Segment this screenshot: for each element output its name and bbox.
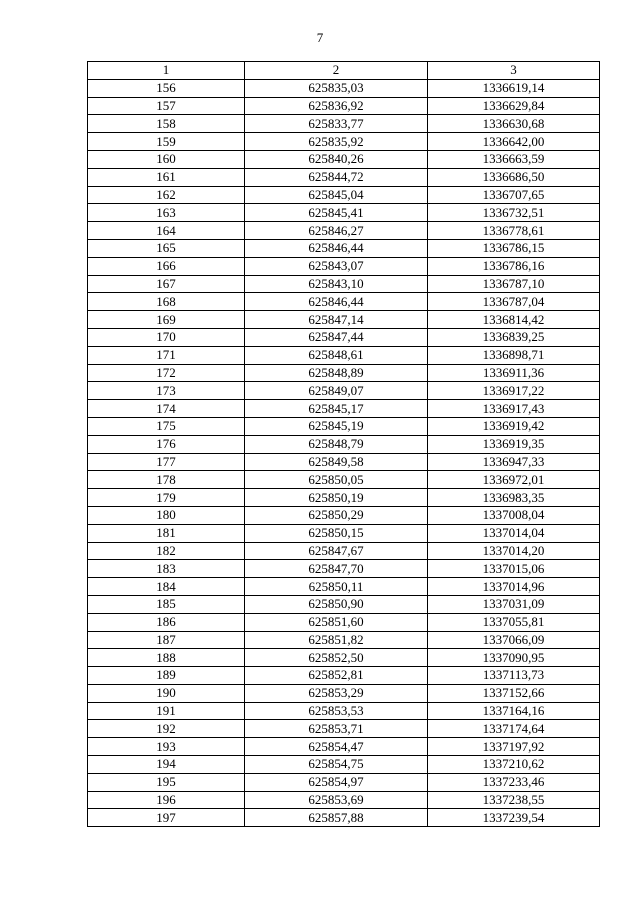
y-coordinate-cell: 1336983,35: [428, 489, 600, 507]
x-coordinate-cell: 625849,07: [245, 382, 428, 400]
table-row: [88, 613, 600, 631]
x-coordinate-cell: 625848,61: [245, 346, 428, 364]
x-coordinate-cell: 625851,82: [245, 631, 428, 649]
point-number-cell: 178: [88, 471, 245, 489]
point-number-cell: 180: [88, 506, 245, 524]
table-row: [88, 150, 600, 168]
y-coordinate-cell: 1336917,43: [428, 400, 600, 418]
y-coordinate-cell: 1336911,36: [428, 364, 600, 382]
y-coordinate-cell: 1337164,16: [428, 702, 600, 720]
x-coordinate-cell: 625852,81: [245, 667, 428, 685]
point-number-cell: 184: [88, 578, 245, 596]
x-coordinate-cell: 625850,05: [245, 471, 428, 489]
y-coordinate-cell: 1336947,33: [428, 453, 600, 471]
y-coordinate-cell: 1336972,01: [428, 471, 600, 489]
y-coordinate-cell: 1337014,04: [428, 524, 600, 542]
y-coordinate-cell: 1337238,55: [428, 791, 600, 809]
point-number-cell: 162: [88, 186, 245, 204]
x-coordinate-cell: 625833,77: [245, 115, 428, 133]
table-row: [88, 311, 600, 329]
point-number-cell: 166: [88, 257, 245, 275]
y-coordinate-cell: 1337210,62: [428, 756, 600, 774]
x-coordinate-cell: 625845,41: [245, 204, 428, 222]
x-coordinate-cell: 625846,44: [245, 239, 428, 257]
point-number-cell: 171: [88, 346, 245, 364]
point-number-cell: 174: [88, 400, 245, 418]
point-number-cell: 196: [88, 791, 245, 809]
x-coordinate-cell: 625848,89: [245, 364, 428, 382]
page-number: 7: [316, 30, 324, 45]
table-row: [88, 97, 600, 115]
y-coordinate-cell: 1336732,51: [428, 204, 600, 222]
y-coordinate-cell: 1336630,68: [428, 115, 600, 133]
y-coordinate-cell: 1337233,46: [428, 773, 600, 791]
table-row: [88, 791, 600, 809]
point-number-cell: 193: [88, 738, 245, 756]
table-row: [88, 275, 600, 293]
table-row: [88, 186, 600, 204]
y-coordinate-cell: 1337090,95: [428, 649, 600, 667]
table-row: [88, 524, 600, 542]
x-coordinate-cell: 625844,72: [245, 168, 428, 186]
point-number-cell: 179: [88, 489, 245, 507]
x-coordinate-cell: 625843,07: [245, 257, 428, 275]
point-number-cell: 191: [88, 702, 245, 720]
table-row: [88, 346, 600, 364]
y-coordinate-cell: 1337197,92: [428, 738, 600, 756]
table-row: [88, 809, 600, 827]
y-coordinate-cell: 1337152,66: [428, 684, 600, 702]
y-coordinate-cell: 1336919,35: [428, 435, 600, 453]
table-row: [88, 773, 600, 791]
x-coordinate-cell: 625850,11: [245, 578, 428, 596]
y-coordinate-cell: 1336917,22: [428, 382, 600, 400]
x-coordinate-cell: 625857,88: [245, 809, 428, 827]
point-number-cell: 159: [88, 133, 245, 151]
table-row: [88, 364, 600, 382]
point-number-cell: 194: [88, 756, 245, 774]
x-coordinate-cell: 625854,75: [245, 756, 428, 774]
y-coordinate-cell: 1336787,10: [428, 275, 600, 293]
x-coordinate-cell: 625853,69: [245, 791, 428, 809]
table-row: [88, 578, 600, 596]
table-row: [88, 382, 600, 400]
point-number-cell: 169: [88, 311, 245, 329]
x-coordinate-cell: 625851,60: [245, 613, 428, 631]
table-row: [88, 417, 600, 435]
y-coordinate-cell: 1336663,59: [428, 150, 600, 168]
x-coordinate-cell: 625847,14: [245, 311, 428, 329]
x-coordinate-cell: 625847,70: [245, 560, 428, 578]
point-number-cell: 192: [88, 720, 245, 738]
table-row: [88, 631, 600, 649]
x-coordinate-cell: 625854,47: [245, 738, 428, 756]
coordinates-table: [87, 61, 600, 827]
point-number-cell: 173: [88, 382, 245, 400]
x-coordinate-cell: 625846,27: [245, 222, 428, 240]
table-row: [88, 489, 600, 507]
table-body: [88, 79, 600, 826]
point-number-cell: 175: [88, 417, 245, 435]
y-coordinate-cell: 1337008,04: [428, 506, 600, 524]
table-row: [88, 667, 600, 685]
point-number-cell: 176: [88, 435, 245, 453]
point-number-cell: 157: [88, 97, 245, 115]
y-coordinate-cell: 1337113,73: [428, 667, 600, 685]
point-number-cell: 189: [88, 667, 245, 685]
x-coordinate-cell: 625847,67: [245, 542, 428, 560]
x-coordinate-cell: 625850,29: [245, 506, 428, 524]
table-row: [88, 738, 600, 756]
x-coordinate-cell: 625850,90: [245, 595, 428, 613]
x-coordinate-cell: 625846,44: [245, 293, 428, 311]
table-row: [88, 560, 600, 578]
point-number-cell: 188: [88, 649, 245, 667]
point-number-cell: 156: [88, 79, 245, 97]
point-number-cell: 177: [88, 453, 245, 471]
table-row: [88, 435, 600, 453]
x-coordinate-cell: 625853,29: [245, 684, 428, 702]
x-coordinate-cell: 625835,03: [245, 79, 428, 97]
x-coordinate-cell: 625843,10: [245, 275, 428, 293]
table-row: [88, 293, 600, 311]
y-coordinate-cell: 1336786,16: [428, 257, 600, 275]
table-row: [88, 400, 600, 418]
point-number-cell: 158: [88, 115, 245, 133]
table-row: [88, 684, 600, 702]
y-coordinate-cell: 1337031,09: [428, 595, 600, 613]
point-number-cell: 167: [88, 275, 245, 293]
table-row: [88, 133, 600, 151]
table-row: [88, 453, 600, 471]
x-coordinate-cell: 625835,92: [245, 133, 428, 151]
point-number-cell: 185: [88, 595, 245, 613]
x-coordinate-cell: 625850,15: [245, 524, 428, 542]
table-row: [88, 257, 600, 275]
x-coordinate-cell: 625845,17: [245, 400, 428, 418]
table-row: [88, 79, 600, 97]
point-number-cell: 172: [88, 364, 245, 382]
x-coordinate-cell: 625849,58: [245, 453, 428, 471]
table-header-row: [88, 62, 600, 80]
y-coordinate-cell: 1336619,14: [428, 79, 600, 97]
y-coordinate-cell: 1336814,42: [428, 311, 600, 329]
y-coordinate-cell: 1337014,20: [428, 542, 600, 560]
table-row: [88, 115, 600, 133]
x-coordinate-cell: 625836,92: [245, 97, 428, 115]
y-coordinate-cell: 1336898,71: [428, 346, 600, 364]
point-number-cell: 181: [88, 524, 245, 542]
column-header-1: 1: [88, 62, 245, 80]
y-coordinate-cell: 1336787,04: [428, 293, 600, 311]
y-coordinate-cell: 1337014,96: [428, 578, 600, 596]
table-row: [88, 756, 600, 774]
x-coordinate-cell: 625852,50: [245, 649, 428, 667]
table-row: [88, 168, 600, 186]
y-coordinate-cell: 1336839,25: [428, 328, 600, 346]
x-coordinate-cell: 625847,44: [245, 328, 428, 346]
y-coordinate-cell: 1336786,15: [428, 239, 600, 257]
point-number-cell: 195: [88, 773, 245, 791]
point-number-cell: 165: [88, 239, 245, 257]
table-row: [88, 239, 600, 257]
y-coordinate-cell: 1336707,65: [428, 186, 600, 204]
y-coordinate-cell: 1336629,84: [428, 97, 600, 115]
point-number-cell: 187: [88, 631, 245, 649]
point-number-cell: 163: [88, 204, 245, 222]
point-number-cell: 197: [88, 809, 245, 827]
y-coordinate-cell: 1337055,81: [428, 613, 600, 631]
table-row: [88, 506, 600, 524]
table-row: [88, 222, 600, 240]
y-coordinate-cell: 1336642,00: [428, 133, 600, 151]
table-row: [88, 328, 600, 346]
point-number-cell: 164: [88, 222, 245, 240]
point-number-cell: 186: [88, 613, 245, 631]
point-number-cell: 190: [88, 684, 245, 702]
table-row: [88, 702, 600, 720]
y-coordinate-cell: 1337015,06: [428, 560, 600, 578]
point-number-cell: 183: [88, 560, 245, 578]
x-coordinate-cell: 625840,26: [245, 150, 428, 168]
x-coordinate-cell: 625853,71: [245, 720, 428, 738]
point-number-cell: 168: [88, 293, 245, 311]
point-number-cell: 182: [88, 542, 245, 560]
x-coordinate-cell: 625848,79: [245, 435, 428, 453]
column-header-2: 2: [245, 62, 428, 80]
y-coordinate-cell: 1337239,54: [428, 809, 600, 827]
point-number-cell: 170: [88, 328, 245, 346]
table-row: [88, 204, 600, 222]
y-coordinate-cell: 1337174,64: [428, 720, 600, 738]
y-coordinate-cell: 1336686,50: [428, 168, 600, 186]
table-row: [88, 595, 600, 613]
table-row: [88, 471, 600, 489]
table-row: [88, 542, 600, 560]
x-coordinate-cell: 625853,53: [245, 702, 428, 720]
table-row: [88, 720, 600, 738]
point-number-cell: 161: [88, 168, 245, 186]
x-coordinate-cell: 625854,97: [245, 773, 428, 791]
column-header-3: 3: [428, 62, 600, 80]
table-row: [88, 649, 600, 667]
x-coordinate-cell: 625845,19: [245, 417, 428, 435]
x-coordinate-cell: 625845,04: [245, 186, 428, 204]
y-coordinate-cell: 1337066,09: [428, 631, 600, 649]
y-coordinate-cell: 1336778,61: [428, 222, 600, 240]
y-coordinate-cell: 1336919,42: [428, 417, 600, 435]
x-coordinate-cell: 625850,19: [245, 489, 428, 507]
point-number-cell: 160: [88, 150, 245, 168]
